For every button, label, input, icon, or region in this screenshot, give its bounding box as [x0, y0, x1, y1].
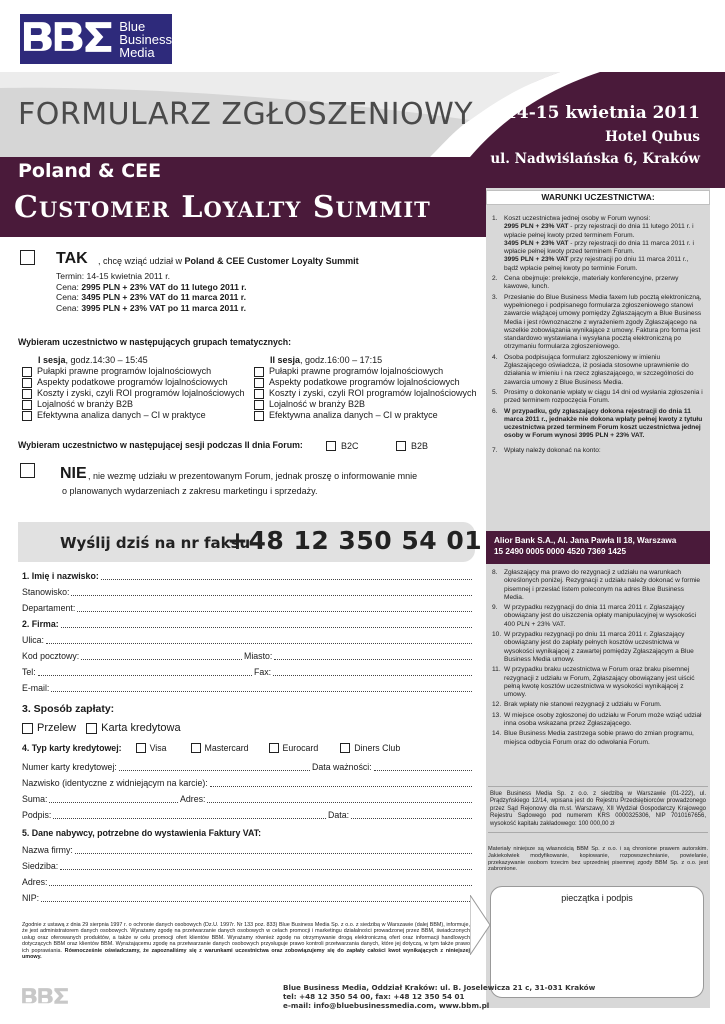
session-2-topic-4[interactable]: Lojalność w branży B2B — [254, 399, 486, 410]
session-1-title: I sesja, godz.14:30 – 15:45 — [38, 355, 148, 365]
condition-1-title: Koszt uczestnictwa jednej osoby w Forum wynosi: — [504, 215, 651, 222]
nie-description-line-2: o planowanych wydarzeniach z zakresu marketingu i sprzedaży. — [62, 486, 318, 496]
checkbox[interactable] — [326, 441, 336, 451]
condition-5: 5. Prosimy o dokonanie wpłaty w ciągu 14 dni od wysłania zgłoszenia i przed terminem rozpoczęcia Forum. — [492, 388, 703, 405]
diners-checkbox[interactable] — [340, 743, 350, 753]
price-line-2: Cena: 3495 PLN + 23% VAT do 11 marca 2011 r. — [56, 292, 247, 302]
city-input-line[interactable] — [274, 654, 472, 660]
card-number-input-line[interactable] — [119, 765, 310, 771]
city-field[interactable]: Miasto: — [244, 651, 474, 662]
bank-name: Alior Bank S.A., Al. Jana Pawła II 18, Warszawa — [494, 536, 677, 545]
invoice-heading: 5. Dane nabywcy, potrzebne do wystawienia Faktury VAT: — [22, 828, 262, 838]
checkbox[interactable] — [22, 367, 32, 377]
card-number-field[interactable]: Numer karty kredytowej: — [22, 762, 312, 773]
session-1-topic-4[interactable]: Lojalność w branży B2B — [22, 399, 254, 410]
condition-1-price-3: 3995 PLN + 23% VAT przy rejestracji po dniu 11 marca 2011 r., bądź wpłacie pełnej kwoty po terminie Forum. — [504, 256, 689, 272]
name-input-line[interactable] — [101, 574, 472, 580]
card-type-row: 4. Typ karty kredytowej: Visa Mastercard Eurocard Diners Club — [22, 743, 401, 753]
buyer-address-field[interactable]: Adres: — [22, 877, 474, 888]
condition-13: 13. W miejsce osoby zgłoszonej do udziału w Forum może wziąć udział inna osoba wskazana przez Zgłaszającego. — [492, 711, 702, 728]
session-2-topic-1[interactable]: Pułapki prawne programów lojalnościowych — [254, 366, 486, 377]
signature-input-line[interactable] — [53, 813, 326, 819]
date-field[interactable]: Data: — [328, 810, 474, 821]
tak-description: , chcę wziąć udział w Poland & CEE Customer Loyalty Summit — [98, 256, 359, 266]
registration-prices — [56, 271, 247, 313]
payment-options — [22, 722, 181, 734]
buyer-name-field[interactable]: Nazwa firmy: — [22, 845, 474, 856]
checkbox[interactable] — [254, 367, 264, 377]
bank-account-number: 15 2490 0005 0000 4520 7369 1425 — [494, 547, 627, 556]
condition-8: 8. Zgłaszający ma prawo do rezygnacji z udziału na warunkach określonych poniżej. Rezygnacji z udziału należy dokonać w formie pisemnej i przesłać listem poleconym na adres Blue Business Media. — [492, 569, 701, 601]
card-valid-input-line[interactable] — [374, 765, 472, 771]
condition-1-price-1: 2995 PLN + 23% VAT - przy rejestracji do dnia 11 lutego 2011 r. i wpłacie pełnej kwoty przed terminem Forum. — [504, 223, 694, 239]
position-field[interactable]: Stanowisko: — [22, 587, 474, 598]
name-field[interactable]: 1. Imię i nazwisko: — [22, 571, 474, 582]
registration-term: Termin: 14-15 kwietnia 2011 r. — [56, 271, 171, 281]
nie-checkbox-box[interactable] — [20, 463, 35, 478]
buyer-address-input-line[interactable] — [49, 880, 472, 886]
fax-input-line[interactable] — [273, 670, 472, 676]
card-holder-field[interactable]: Nazwisko (identyczne z widniejącym na karcie): — [22, 778, 474, 789]
conditions-heading: WARUNKI UCZESTNICTWA: — [486, 190, 710, 205]
condition-4: 4. Osoba podpisująca formularz zgłoszeniowy w imieniu Zgłaszającego oświadcza, iż posiada stosowne uprawnienie do działania w imieniu i na rzecz zgłaszającego, w szczególności do zawarcia umowy z Blue Business Media. — [492, 353, 694, 386]
event-date: 14-15 kwietnia 2011 — [505, 103, 700, 123]
event-prefix: Poland & CEE — [18, 160, 162, 182]
nie-label: NIE — [60, 465, 87, 482]
nie-description-line-1: , nie wezmę udziału w prezentowanym Forum, jednak proszę o informowanie mnie — [88, 471, 418, 481]
condition-9: 9. W przypadku rezygnacji do dnia 11 marca 2011 r. Zgłaszający obowiązany jest do uiszczenia opłaty manipulacyjnej w wysokości 400 PLN + 23% VAT. — [492, 604, 697, 628]
tel-input-line[interactable] — [38, 670, 252, 676]
card-holder-input-line[interactable] — [210, 781, 472, 787]
fax-number: +48 12 350 54 01 — [227, 526, 483, 555]
footer-email: e-mail: info@bluebusinessmedia.com, www.bbm.pl — [283, 1001, 490, 1011]
buyer-seat-input-line[interactable] — [60, 864, 472, 870]
session-1-topic-3[interactable]: Koszty i zyski, czyli ROI programów lojalnościowych — [22, 388, 254, 399]
department-field[interactable]: Departament: — [22, 603, 474, 614]
eurocard-checkbox[interactable] — [269, 743, 279, 753]
forum-session-label: Wybieram uczestnictwo w następującej sesji podczas II dnia Forum: — [18, 440, 303, 450]
brand-logo — [20, 14, 172, 64]
condition-3: 3. Przesłanie do Blue Business Media faxem lub pocztą elektroniczną, wypełnionego i podpisanego formularza zgłoszeniowego stanowi zawarcie wiążącej umowy pomiędzy Zgłaszającym a Blue Business Media i jest równoznaczne z wyrażeniem zgody Zgłaszającego na wszelkie zobowiązania wynikające z umowy. Faktura pro forma jest standardowo wystawiana i wysyłana pocztą elektroniczną po otrzymaniu formularza zgłoszeniowego. — [492, 293, 702, 351]
stamp-label: pieczątka i podpis — [561, 893, 633, 903]
checkbox[interactable] — [22, 389, 32, 399]
checkbox[interactable] — [254, 378, 264, 388]
checkbox[interactable] — [396, 441, 406, 451]
price-line-3: Cena: 3995 PLN + 23% VAT po 11 marca 2011 r. — [56, 302, 247, 313]
footer-contact — [283, 983, 595, 1011]
condition-14: 14. Blue Business Media zastrzega sobie prawo do zmian programu, miejsca odbycia Forum oraz do odwołania Forum. — [492, 730, 694, 746]
amount-field[interactable]: Suma: — [22, 794, 180, 805]
checkbox[interactable] — [254, 400, 264, 410]
department-input-line[interactable] — [77, 606, 472, 612]
session-1-topic-2[interactable]: Aspekty podatkowe programów lojalnościowych — [22, 377, 254, 388]
conditions-list-bottom — [492, 569, 704, 749]
checkbox[interactable] — [22, 400, 32, 410]
logo-line-business: Business — [119, 31, 172, 47]
payment-method-heading: 3. Sposób zapłaty: — [22, 703, 115, 715]
email-field[interactable]: E-mail: — [22, 683, 474, 694]
form-title: FORMULARZ ZGŁOSZENIOWY — [18, 97, 474, 132]
footer-address: Blue Business Media, Oddział Kraków: ul. B. Joselewicza 21 c, 31-031 Kraków — [283, 983, 596, 992]
position-input-line[interactable] — [71, 590, 472, 596]
price-line-1: Cena: 2995 PLN + 23% VAT do 11 lutego 2011 r. — [56, 281, 247, 292]
buyer-name-input-line[interactable] — [75, 848, 472, 854]
date-input-line[interactable] — [351, 813, 472, 819]
checkbox[interactable] — [22, 378, 32, 388]
condition-10: 10. W przypadku rezygnacji po dniu 11 marca 2011 r. Zgłaszający obowiązany jest do zapłaty pełnych kosztów uczestnictwa w wysokości wynikającej z zawartej pomiędzy Zgłaszającym a Blue Business Media umowy. — [492, 631, 694, 663]
company-field[interactable]: 2. Firma: — [22, 619, 474, 630]
session-2-topic-2[interactable]: Aspekty podatkowe programów lojalnościowych — [254, 377, 486, 388]
card-address-input-line[interactable] — [207, 797, 472, 803]
condition-2: 2. Cena obejmuje: prelekcje, materiały konferencyjne, przerwy kawowe, lunch. — [492, 275, 679, 291]
logo-line-blue: Blue — [119, 18, 146, 34]
consent-bold-text: Równocześnie oświadczamy, że zapoznaliśmy się z warunkami uczestnictwa oraz zobowiązujemy się do zapłaty całości kwot wynikających z niniejszej umowy. — [22, 947, 470, 961]
mastercard-checkbox[interactable] — [191, 743, 201, 753]
bbm-logo-icon — [20, 14, 115, 64]
logo-line-media: Media — [119, 44, 155, 60]
tel-field[interactable]: Tel: — [22, 667, 254, 678]
session-2-topic-5[interactable]: Efektywna analiza danych – CI w praktyce — [254, 410, 486, 421]
tak-checkbox[interactable] — [20, 250, 35, 270]
option-b2c[interactable]: B2C — [326, 441, 359, 451]
event-address: ul. Nadwiślańska 6, Kraków — [490, 151, 700, 167]
session-2-title: II sesja, godz.16:00 – 17:15 — [270, 355, 383, 365]
postal-code-field[interactable]: Kod pocztowy: — [22, 651, 244, 662]
session-2-topic-3[interactable]: Koszty i zyski, czyli ROI programów lojalnościowych — [254, 388, 486, 399]
session-2-column — [254, 355, 486, 421]
tak-checkbox-box[interactable] — [20, 250, 35, 265]
card-valid-field[interactable]: Data ważności: — [312, 762, 474, 773]
condition-11: 11. W przypadku braku uczestnictwa w Forum oraz braku pisemnej rezygnacji z udziału w Forum, Zgłaszający obowiązany jest uiścić pełną kwotę kosztów uczestnictwa w wysokości wynikającej z umowy. — [492, 666, 695, 699]
card-type-heading: 4. Typ karty kredytowej: — [22, 743, 122, 753]
footer-bbm-logo-icon — [20, 984, 70, 1010]
option-b2b[interactable]: B2B — [396, 441, 428, 451]
nip-input-line[interactable] — [41, 896, 472, 902]
card-checkbox[interactable] — [86, 723, 97, 734]
condition-7: 7. Wpłaty należy dokonać na konto: — [492, 446, 601, 454]
logo-text — [115, 20, 172, 59]
checkbox[interactable] — [254, 389, 264, 399]
transfer-checkbox[interactable] — [22, 723, 33, 734]
checkbox[interactable] — [254, 411, 264, 421]
condition-12: 12. Brak wpłaty nie stanowi rezygnacji z udziału w Forum. — [492, 701, 662, 709]
condition-1: 1. Koszt uczestnictwa jednej osoby w Forum wynosi: 2995 PLN + 23% VAT - przy rejestracji do dnia 11 lutego 2011 r. i wpłacie pełnej kwoty przed terminem Forum. 3495 PLN + 23% VAT - przy rejestracji do dnia 11 marca 2011 r. i wpłacie pełnej kwoty przed terminem Forum. 3995 PLN + 23% VAT przy rejestracji po dniu 11 marca 2011 r., bądź wpłacie pełnej kwoty po terminie Forum. — [492, 215, 704, 273]
session-1-column — [22, 355, 254, 421]
street-field[interactable]: Ulica: — [22, 635, 474, 646]
consent-text: Zgodnie z ustawą z dnia 29 sierpnia 1997 r. o ochronie danych osobowych (Dz.U. 1997r. Nr 133 poz. 833) Blue Business Media Sp. z o.o. z siedzibą w Warszawie (dalej BBM), informuje, że jest administratorem danych osobowych. Wyrażamy zgodę na przetwarzanie danych osobowych w celach promocji i marketingu działalności prowadzonej przez BBM, świadczonych usług oraz oferowanych produktów, a także w celu promocji ofert klientów BBM. Wyrażamy również zgodę na otrzymywanie drogą elektroniczną ofert oraz informacji handlowych dotyczących BBM oraz klientów BBM. Wyrażającemu zgodę na przetwarzanie danych osobowych przysługuje prawo kontroli przetwarzania danych, które jej dotyczą, w tym także prawo ich poprawiania. — [22, 922, 470, 954]
session-1-topic-5[interactable]: Efektywna analiza danych – CI w praktyce — [22, 410, 254, 421]
conditions-list-top — [492, 215, 704, 457]
copyright-notice: Materiały niniejsze są własnością BBM Sp. z o.o. i są chronione prawem autorskim. Jakiekolwiek modyfikowanie, kopiowanie, rozpowszechnianie, powielanie, przekazywanie osobom trzecim bez uprzedniej pisemnej zgody BBM Sp. z o.o. jest zabronione. — [488, 846, 708, 873]
session-1-topic-1[interactable]: Pułapki prawne programów lojalnościowych — [22, 366, 254, 377]
company-input-line[interactable] — [61, 622, 472, 628]
fax-field[interactable]: Fax: — [254, 667, 474, 678]
buyer-seat-field[interactable]: Siedziba: — [22, 861, 474, 872]
street-input-line[interactable] — [46, 638, 472, 644]
visa-checkbox[interactable] — [136, 743, 146, 753]
fax-label: Wyślij dziś na nr faksu — [60, 534, 251, 552]
card-label: Karta kredytowa — [101, 722, 181, 734]
postal-code-input-line[interactable] — [81, 654, 242, 660]
signature-field[interactable]: Podpis: — [22, 810, 328, 821]
consent-clause — [22, 922, 470, 960]
condition-6: 6. W przypadku, gdy zgłaszający dokona rejestracji do dnia 11 marca 2011 r., jednakże nie dokona wpłaty pełnej kwoty z tytułu uczestnictwa przed terminem Forum koszt uczestnictwa jednej osoby w Forum wynosi 3995 PLN + 23% VAT. — [492, 407, 703, 440]
amount-input-line[interactable] — [49, 797, 178, 803]
company-info: Blue Business Media Sp. z o.o. z siedzibą w Warszawie (01-222), ul. Prądzyńskiego 12/14, wpisana jest do Rejestru Przedsiębiorców prowadzonego przez Sąd Rejonowy dla m.st. Warszawy, XII Wydział Gospodarczy Krajowego Rejestru Sądowego pod numerem KRS 0000325306, NIP 7010167656, wysokość kapitału zakładowego: 100 000,00 zł — [488, 786, 708, 833]
footer-phone: tel: +48 12 350 54 00, fax: +48 12 350 54 01 — [283, 992, 465, 1002]
nie-checkbox[interactable] — [20, 463, 35, 483]
sessions-heading: Wybieram uczestnictwo w następujących grupach tematycznych: — [18, 337, 292, 347]
bank-account-box — [486, 531, 710, 564]
tak-label: TAK — [56, 250, 88, 267]
condition-1-price-2: 3495 PLN + 23% VAT - przy rejestracji do dnia 11 marca 2011 r. i wpłacie pełnej kwoty przed terminem Forum. — [504, 239, 694, 256]
event-venue: Hotel Qubus — [605, 129, 700, 145]
checkbox[interactable] — [22, 411, 32, 421]
nip-field[interactable]: NIP: — [22, 893, 474, 904]
pointer-arrow-icon — [470, 895, 492, 955]
card-address-field[interactable]: Adres: — [180, 794, 474, 805]
transfer-label: Przelew — [37, 722, 77, 734]
event-title: Customer Loyalty Summit — [14, 190, 431, 225]
email-input-line[interactable] — [51, 686, 472, 692]
